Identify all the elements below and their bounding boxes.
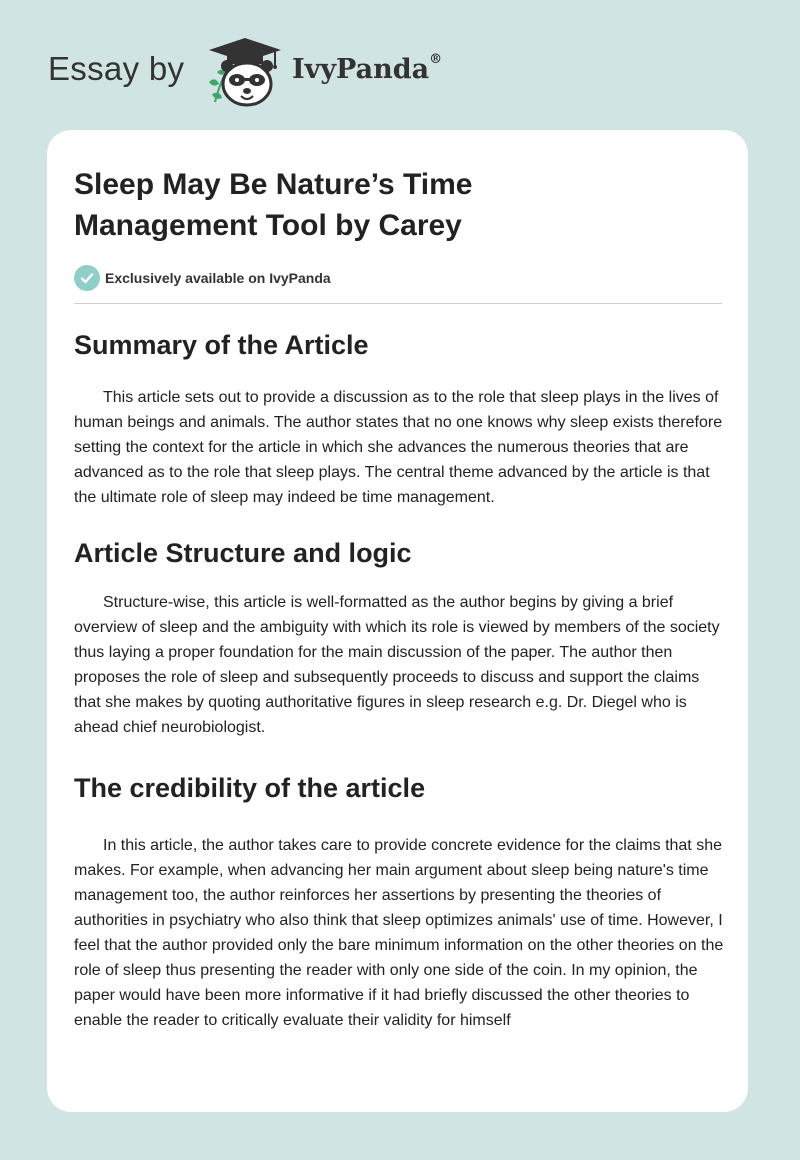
panda-graduate-icon[interactable] — [203, 36, 287, 110]
section-body-credibility: In this article, the author takes care to provide concrete evidence for the claims that she makes. For example, when advancing her main argument about sleep being nature's time management too, the author reinforces her assertions by presenting the theories of authorities in psychiatry who also think that sleep optimizes animals' use of time. However, I feel that the author provided only the bare minimum information on the other theories on the role of sleep thus presenting the reader with only one side of the coin. In my opinion, the paper would have been more informative if it had briefly discussed the other theories to enable the reader to critically evaluate their validity for himself — [74, 837, 724, 1029]
essay-title: Sleep May Be Nature’s Time Management Tool by Carey — [74, 168, 473, 242]
brand-text: IvyPanda — [292, 54, 430, 85]
section-body-summary: This article sets out to provide a discussion as to the role that sleep plays in the lives of human beings and animals. The author states that no one knows why sleep exists therefore setting the context for the article in which she advances the numerous theories that are advanced as to the role that sleep plays. The central theme advanced by the article is that the ultimate role of sleep may indeed be time management. — [74, 389, 723, 506]
brand-name[interactable] — [292, 54, 442, 85]
section-heading-summary: Summary of the Article — [74, 330, 369, 360]
section-heading-credibility: The credibility of the article — [74, 773, 426, 803]
section-heading-structure: Article Structure and logic — [74, 538, 412, 568]
exclusive-badge — [74, 264, 724, 292]
divider — [74, 303, 722, 304]
essay-by-label: Essay by — [48, 50, 185, 87]
exclusive-label: Exclusively available on IvyPanda — [105, 270, 331, 286]
essay-content — [74, 164, 724, 1033]
section-body-structure: Structure-wise, this article is well-formatted as the author begins by giving a brief overview of sleep and the ambiguity with which its role is viewed by members of the society thus laying a proper foundation for the main discussion of the paper. The author then proposes the role of sleep and subsequently proceeds to discuss and support the claims that she makes by quoting authoritative figures in sleep research e.g. Dr. Diegel who is ahead chief neurobiologist. — [74, 594, 720, 736]
check-icon — [74, 265, 100, 291]
registered-mark: ® — [429, 52, 443, 67]
site-header — [48, 34, 548, 110]
essay-card — [47, 130, 748, 1112]
